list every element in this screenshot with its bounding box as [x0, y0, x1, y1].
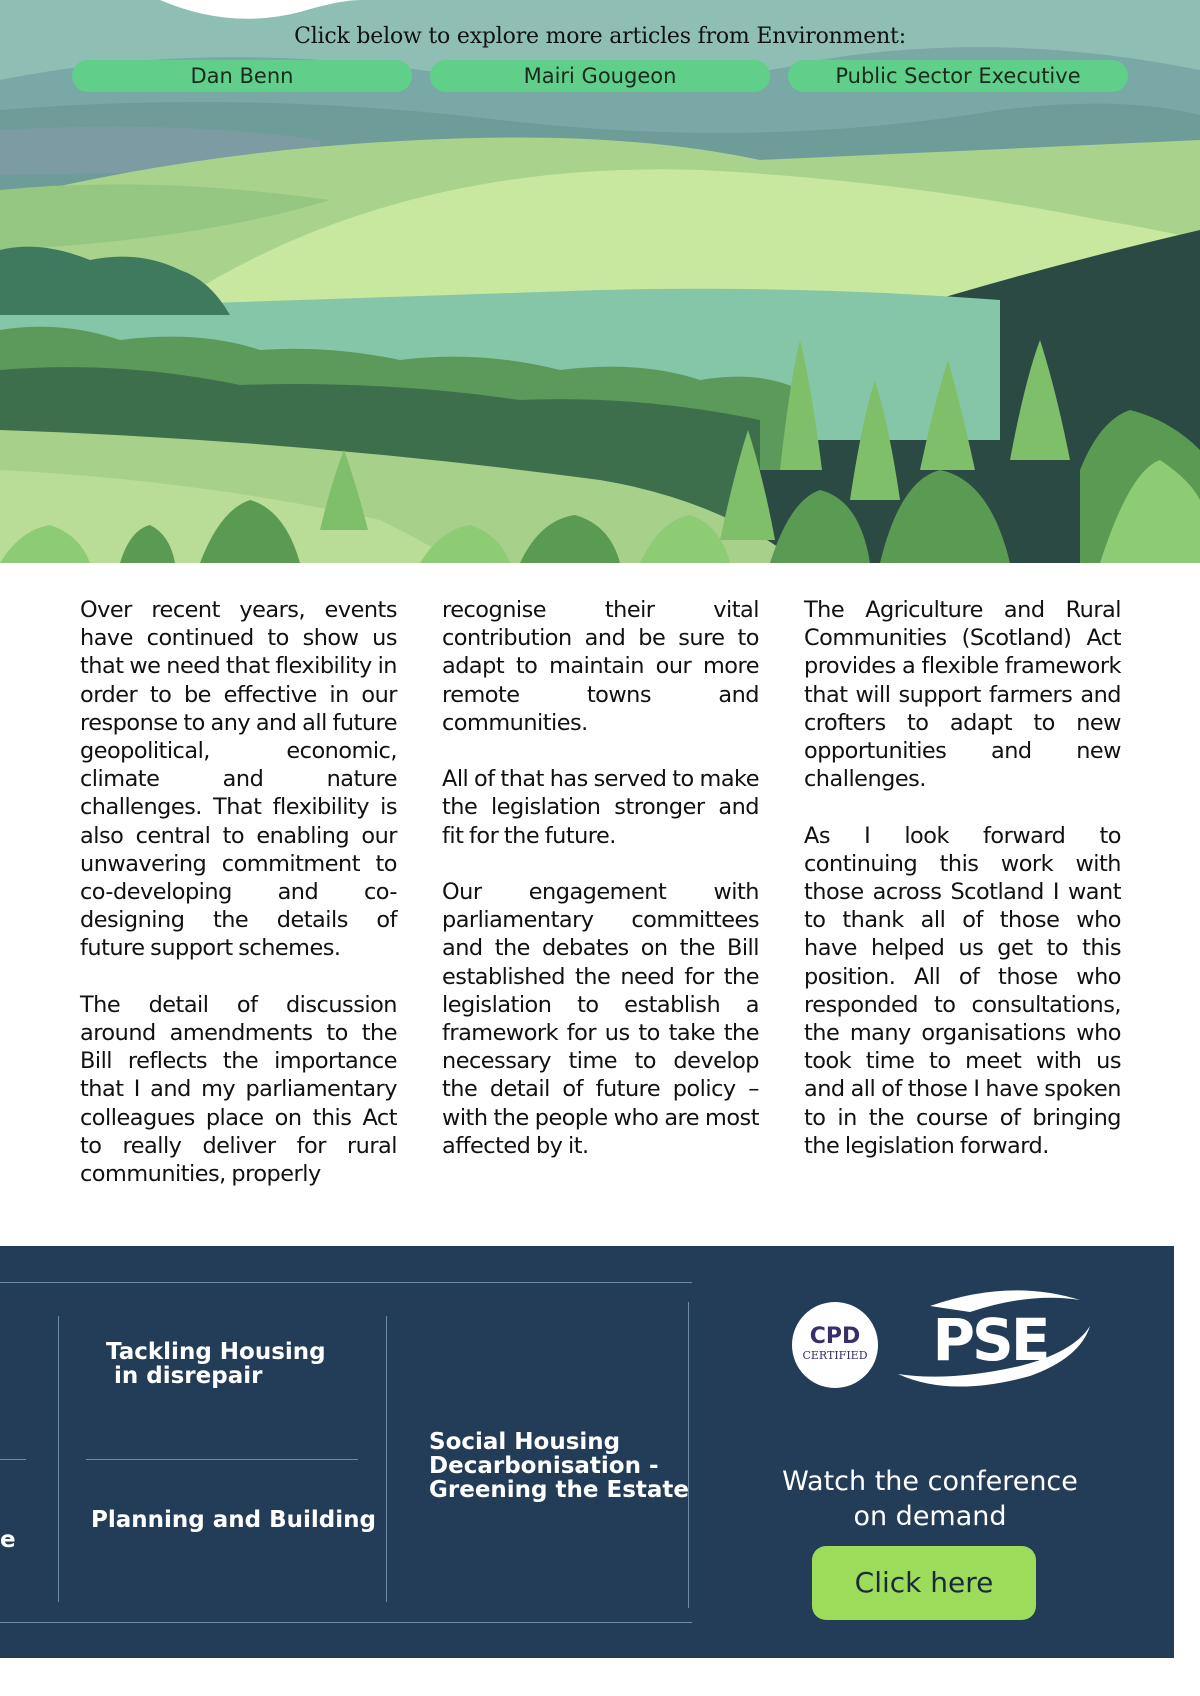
divider — [0, 1459, 26, 1460]
divider — [58, 1316, 59, 1602]
link-public-sector-executive[interactable]: Public Sector Executive — [788, 60, 1128, 92]
link-mairi-gougeon[interactable]: Mairi Gougeon — [430, 60, 770, 92]
paragraph: Our engagement with parliamentary committees and the debates on the Bill established the need for the legislation to establish a framework for us to take the necessary time to develop the detail of future policy – with the people who are most affected by it. — [442, 879, 759, 1159]
paragraph: The detail of discussion around amendments to the Bill reflects the importance that I and my parliamentary colleagues place on this Act to really deliver for rural communities, properly — [80, 991, 397, 1188]
paragraph: The Agriculture and Rural Communities (Scotland) Act provides a flexible framework that will support farmers and crofters to adapt to new opportunities and new challenges. — [804, 597, 1121, 793]
topic-planning-building: Planning and Building — [91, 1507, 376, 1533]
pse-logo — [890, 1286, 1090, 1396]
paragraph: All of that has served to make the legislation stronger and fit for the future. — [442, 766, 759, 849]
cpd-certified-logo: CPD CERTIFIED — [792, 1302, 878, 1388]
paragraph: Over recent years, events have continued to show us that we need that flexibility in order to be effective in our response to any and all future geopolitical, economic, climate and nature challenges. That flexibility is also central to enabling our unwavering commitment to co-developing and co-designing the details of future support schemes. — [80, 597, 397, 962]
paragraph: As I look forward to continuing this work with those across Scotland I want to thank all of those who have helped us get to this position. All of those who responded to consultations, the many organisations who took time to meet with us and all of those I have spoken to in the course of bringing the legislation forward. — [804, 822, 1121, 1159]
divider — [86, 1459, 358, 1460]
divider — [386, 1316, 387, 1602]
topic-social-housing: Social Housing Decarbonisation - Greening the Estate — [429, 1429, 690, 1503]
topic-cut-off: e — [0, 1527, 16, 1553]
article-column-1 — [80, 596, 397, 1188]
hero-landscape — [0, 0, 1200, 563]
click-here-button[interactable]: Click here — [812, 1546, 1036, 1620]
conference-banner[interactable] — [0, 1246, 1174, 1658]
divider — [0, 1622, 692, 1623]
divider — [0, 1282, 692, 1283]
topic-tackling-housing: Tackling Housing in disrepair — [106, 1339, 326, 1389]
watch-on-demand-text: Watch the conference on demand — [782, 1466, 1078, 1532]
article-column-3 — [804, 596, 1121, 1160]
article-column-2 — [442, 596, 759, 1160]
svg-text:PSE: PSE — [932, 1306, 1048, 1374]
link-dan-benn[interactable]: Dan Benn — [72, 60, 412, 92]
paragraph: recognise their vital contribution and be sure to adapt to maintain our more remote towns and communities. — [442, 597, 759, 736]
explore-heading: Click below to explore more articles from Environment: — [294, 24, 906, 49]
